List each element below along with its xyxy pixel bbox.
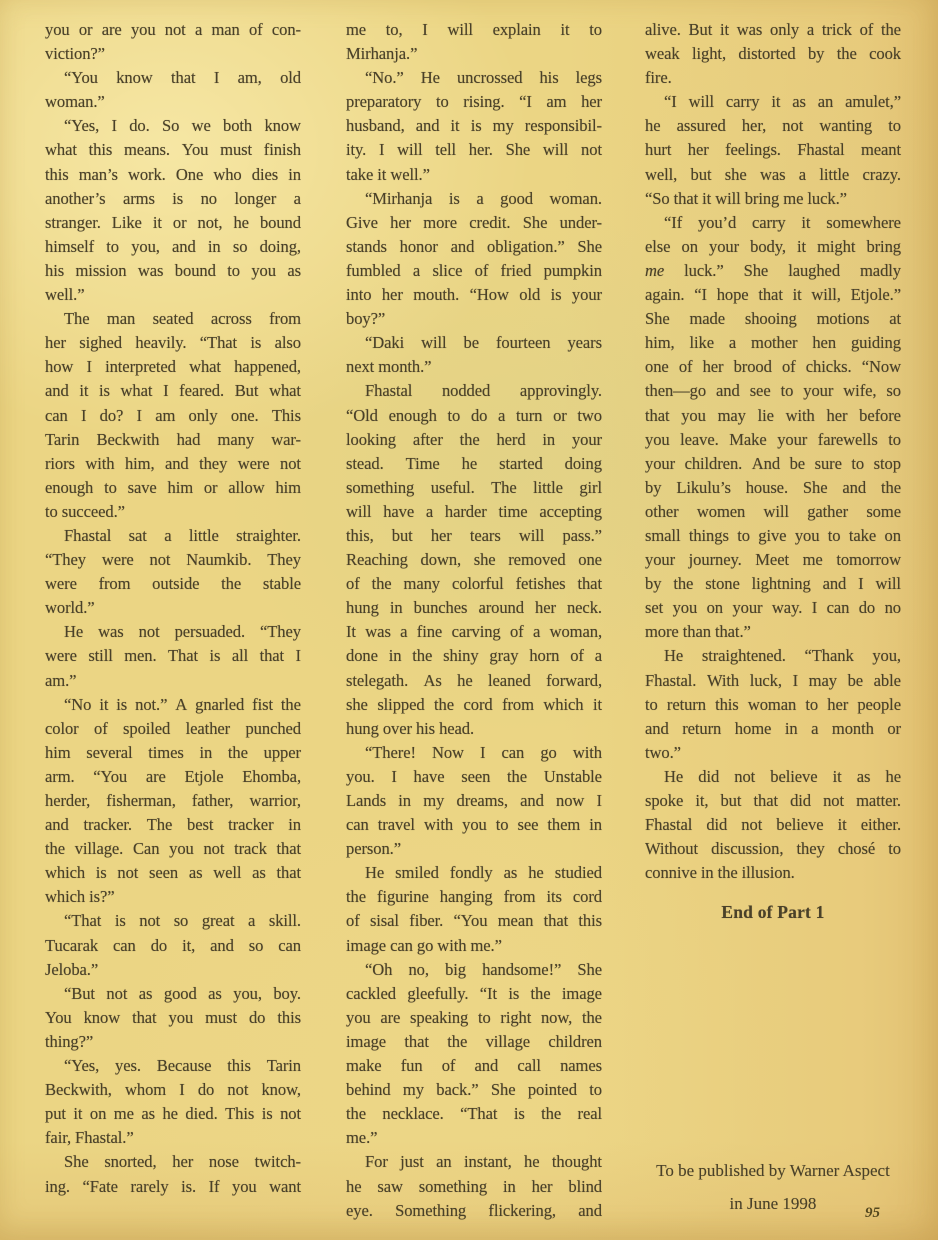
text-line: looking after the herd in your (346, 429, 602, 449)
text-line: “I will carry it as an amulet,” (664, 92, 901, 112)
text-line: the necklace. “That is the real (346, 1104, 602, 1124)
text-line: stranger. Like it or not, he bound (45, 212, 301, 232)
text-line: riors with him, and they were not (45, 453, 301, 473)
text-line: He was not persuaded. “They (64, 622, 301, 642)
text-line: eye. Something flickering, and (346, 1200, 602, 1220)
text-line: It was a fine carving of a woman, (346, 622, 602, 642)
text-line: He smiled fondly as he studied (365, 863, 602, 883)
text-line: For just an instant, he thought (365, 1152, 602, 1172)
text-line: fair, Fhastal.” (45, 1128, 134, 1148)
text-line: husband, and it is my responsibil- (346, 116, 602, 136)
text-line: “No.” He uncrossed his legs (365, 68, 602, 88)
text-line: something useful. The little girl (346, 477, 602, 497)
text-line: “Oh no, big handsome!” She (365, 959, 602, 979)
text-line: “There! Now I can go with (365, 742, 602, 762)
text-line: “You know that I am, old (64, 68, 301, 88)
text-line: then—go and see to your wife, so (645, 381, 901, 401)
text-line: spoke it, but that did not matter. (645, 791, 901, 810)
text-line: what this means. You must finish (45, 140, 301, 160)
text-line: into her mouth. “How old is your (346, 285, 602, 305)
text-line: and it is what I feared. But what (45, 381, 301, 401)
text-line: thing?” (45, 1031, 94, 1051)
text-line: She made shooing motions at (645, 309, 901, 329)
text-line: fire. (645, 68, 672, 88)
text-line: person.” (346, 839, 401, 859)
text-line: hurt her feelings. Fhastal meant (645, 140, 901, 160)
text-line: set you on your way. I can do no (645, 598, 901, 618)
text-line: Tucarak can do it, and so can (45, 935, 301, 955)
text-column-2 (346, 18, 602, 1240)
column-3-lines (645, 18, 901, 885)
text-line: Beckwith, whom I do not know, (45, 1080, 301, 1100)
page-number: 95 (865, 1205, 880, 1221)
text-line: him, like a mother hen guiding (645, 333, 901, 353)
text-line: else on your body, it might bring (645, 236, 901, 256)
text-line: you are speaking to right now, the (346, 1007, 602, 1027)
column-2-lines (346, 18, 602, 1223)
text-line: “Mirhanja is a good woman. (365, 188, 602, 208)
text-line: another’s arms is no longer a (45, 188, 301, 208)
text-line: me.” (346, 1128, 378, 1148)
text-line: “They were not Naumkib. They (45, 550, 301, 570)
text-line: of the many colorful fetishes that (346, 574, 602, 594)
text-column-3 (645, 18, 901, 1240)
text-line: his mission was bound to you as (45, 260, 301, 280)
text-line: hung in bunches around her neck. (346, 598, 602, 618)
publication-note-line2: in June 1998 (729, 1194, 817, 1213)
text-line: will have a harder time accepting (346, 501, 602, 521)
text-line: Fhastal sat a little straighter. (64, 525, 301, 545)
text-line: alive. But it was only a trick of the (645, 20, 901, 39)
text-line: color of spoiled leather punched (45, 718, 301, 738)
text-line: well.” (45, 285, 85, 305)
text-line: “No it is not.” A gnarled fist the (64, 694, 301, 714)
text-column-1 (45, 18, 301, 1240)
text-line: the figurine hanging from its cord (346, 887, 602, 907)
text-line: connive in the illusion. (645, 863, 795, 883)
text-line: fumbled a slice of fried pumpkin (346, 260, 602, 280)
text-line: again. “I hope that it will, Etjole.” (645, 285, 901, 305)
text-line: by the stone lightning and I will (645, 574, 901, 594)
text-line: Give her more credit. She under- (346, 212, 602, 232)
end-of-part-heading: End of Part 1 (721, 902, 825, 923)
text-line: this man’s work. One who dies in (45, 164, 301, 184)
text-line: by Likulu’s house. She and the (645, 477, 901, 497)
text-line: weak light, distorted by the cook (645, 44, 901, 64)
text-line: your journey. Meet me tomorrow (645, 550, 901, 570)
text-line: the village. Can you not track that (45, 839, 301, 859)
text-line: world.” (45, 598, 95, 618)
text-line: image can go with me.” (346, 935, 502, 955)
text-line: Fhastal did not believe it either. (645, 815, 901, 835)
text-line: Fhastal nodded approvingly. (365, 381, 602, 401)
text-line: were from outside the stable (45, 574, 301, 594)
text-line: me luck.” She laughed madly (645, 260, 901, 280)
text-line: were still men. That is all that I (45, 646, 301, 666)
text-line: preparatory to rising. “I am her (346, 92, 602, 112)
text-line: you leave. Make your farewells to (645, 429, 901, 449)
text-line: cackled gleefully. “It is the image (346, 983, 602, 1003)
text-line: to succeed.” (45, 501, 125, 521)
text-line: viction?” (45, 44, 105, 64)
text-line: how I interpreted what happened, (45, 357, 301, 377)
text-line: next month.” (346, 357, 432, 377)
text-line: he assured her, not wanting to (645, 116, 901, 136)
text-line: Without discussion, they chosé to (645, 839, 901, 859)
text-line: “That is not so great a skill. (64, 911, 301, 931)
text-line: stands honor and obligation.” She (346, 236, 602, 256)
text-line: of sisal fiber. “You mean that this (346, 911, 602, 931)
text-line: image that the village children (346, 1031, 602, 1051)
text-line: take it well.” (346, 164, 430, 184)
text-line: she slipped the cord from which it (346, 694, 602, 714)
text-line: hung over his head. (346, 718, 475, 738)
text-line: which is not seen as well as that (45, 863, 301, 883)
text-line: well, but she was a little crazy. (645, 164, 901, 184)
text-line: two.” (645, 742, 681, 762)
text-line: He did not believe it as he (664, 766, 901, 786)
text-line: me to, I will explain it to (346, 20, 602, 39)
publication-note-line1: To be published by Warner Aspect (656, 1161, 890, 1180)
text-line: ing. “Fate rarely is. If you want (45, 1176, 301, 1196)
text-line: and tracker. The best tracker in (45, 815, 301, 835)
text-line: to return this woman to her people (645, 694, 901, 714)
text-line: You know that you must do this (45, 1007, 301, 1027)
column-1-lines (45, 18, 301, 1199)
text-line: put it on me as he died. This is not (45, 1104, 301, 1124)
text-line: this, but her tears will pass.” (346, 525, 602, 545)
text-line: “Yes, yes. Because this Tarin (64, 1056, 301, 1076)
text-line: can travel with you to see them in (346, 815, 602, 835)
text-line: “Old enough to do a turn or two (346, 405, 602, 425)
text-line: He straightened. “Thank you, (664, 646, 901, 666)
text-line: The man seated across from (64, 309, 301, 329)
text-line: ity. I will tell her. She will not (346, 140, 602, 160)
text-line: him several times in the upper (45, 742, 301, 762)
text-line: Tarin Beckwith had many war- (45, 429, 301, 449)
text-line: make fun of and call names (346, 1056, 602, 1076)
text-line: “But not as good as you, boy. (64, 983, 301, 1003)
text-line: Reaching down, she removed one (346, 550, 602, 570)
text-line: “Daki will be fourteen years (365, 333, 602, 353)
text-line: can I do? I am only one. This (45, 405, 301, 425)
text-line: one of her brood of chicks. “Now (645, 357, 901, 377)
text-line: you or are you not a man of con- (45, 20, 301, 39)
text-line: “So that it will bring me luck.” (645, 188, 847, 208)
text-line: her sighed heavily. “That is also (45, 333, 301, 353)
text-line: himself to you, and in so doing, (45, 236, 301, 256)
text-line: you. I have seen the Unstable (346, 766, 602, 786)
text-line: which is?” (45, 887, 115, 907)
text-line: boy?” (346, 309, 386, 329)
text-line: am.” (45, 670, 77, 690)
text-line: he saw something in her blind (346, 1176, 602, 1196)
text-line: arm. “You are Etjole Ehomba, (45, 766, 301, 786)
text-line: Fhastal. With luck, I may be able (645, 670, 901, 690)
text-line: stead. Time he started doing (346, 453, 602, 473)
text-line: She snorted, her nose twitch- (64, 1152, 301, 1172)
text-line: small things to give you to take on (645, 525, 901, 545)
publication-note (645, 1161, 901, 1214)
text-line: stelegath. As he leaned forward, (346, 670, 602, 690)
text-line: your children. And be sure to stop (645, 453, 901, 473)
text-line: enough to save him or allow him (45, 477, 301, 497)
text-line: Mirhanja.” (346, 44, 418, 64)
text-line: other women will gather some (645, 501, 901, 521)
text-line: herder, fisherman, father, warrior, (45, 791, 301, 810)
text-line: “Yes, I do. So we both know (64, 116, 301, 136)
text-line: done in the shiny gray horn of a (346, 646, 602, 666)
text-line: and return home in a month or (645, 718, 901, 738)
text-line: Jeloba.” (45, 959, 99, 979)
text-line: Lands in my dreams, and now I (346, 791, 602, 810)
text-line: behind my back.” She pointed to (346, 1080, 602, 1100)
text-line: that you may lie with her before (645, 405, 901, 425)
text-line: more than that.” (645, 622, 751, 642)
text-line: “If you’d carry it somewhere (664, 212, 901, 232)
text-line: woman.” (45, 92, 105, 112)
